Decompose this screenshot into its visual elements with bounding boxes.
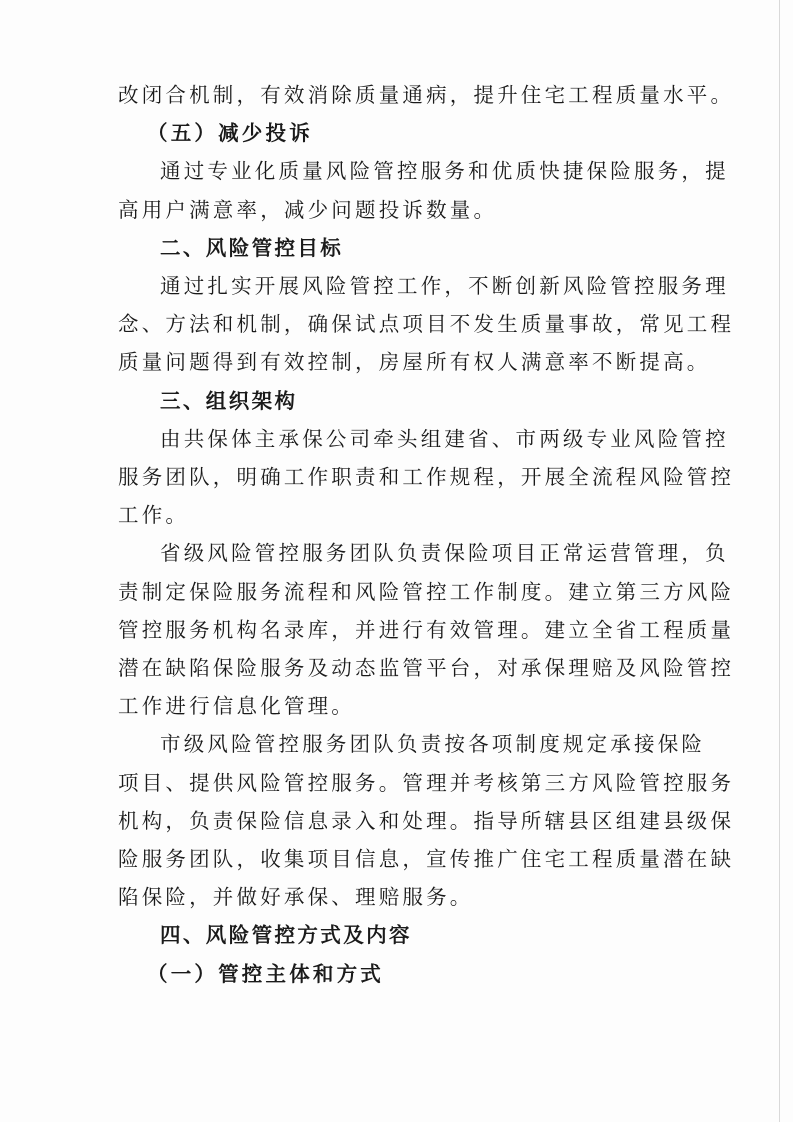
text-line: 质量问题得到有效控制，房屋所有权人满意率不断提高。 <box>118 350 711 375</box>
subsection-heading: （一）管控主体和方式 <box>147 961 384 986</box>
text-line: 项目、提供风险管控服务。管理并考核第三方风险管控服务 <box>118 770 735 795</box>
text-line: 管控服务机构名录库，并进行有效管理。建立全省工程质量 <box>118 617 735 642</box>
text-line: 险服务团队，收集项目信息，宣传推广住宅工程质量潜在缺 <box>118 847 735 871</box>
text-line: 陷保险，并做好承保、理赔服务。 <box>118 885 474 910</box>
section-heading: 四、风险管控方式及内容 <box>160 923 412 948</box>
text-line: 潜在缺陷保险服务及动态监管平台，对承保理赔及风险管控 <box>118 656 735 680</box>
subsection-heading: （五）减少投诉 <box>147 121 313 146</box>
text-line: 通过专业化质量风险管控服务和优质快捷保险服务，提 <box>160 159 729 184</box>
text-line: 由共保体主承保公司牵头组建省、市两级专业风险管控 <box>160 426 729 451</box>
section-heading: 二、风险管控目标 <box>160 235 344 260</box>
text-line: 通过扎实开展风险管控工作，不断创新风险管控服务理 <box>160 274 729 298</box>
text-line: 念、方法和机制，确保试点项目不发生质量事故，常见工程 <box>118 312 735 337</box>
text-line: 工作。 <box>118 503 190 528</box>
text-line: 工作进行信息化管理。 <box>118 694 355 719</box>
text-line: 省级风险管控服务团队负责保险项目正常运营管理，负 <box>160 541 729 566</box>
text-line: 责制定保险服务流程和风险管控工作制度。建立第三方风险 <box>118 579 735 604</box>
text-line: 服务团队，明确工作职责和工作规程，开展全流程风险管控 <box>118 465 735 489</box>
text-line: 改闭合机制，有效消除质量通病，提升住宅工程质量水平。 <box>118 83 735 107</box>
text-line: 市级风险管控服务团队负责按各项制度规定承接保险 <box>160 732 706 757</box>
section-heading: 三、组织架构 <box>160 388 298 413</box>
text-line: 高用户满意率，减少问题投诉数量。 <box>118 197 498 222</box>
text-line: 机构，负责保险信息录入和处理。指导所辖县区组建县级保 <box>118 808 735 833</box>
